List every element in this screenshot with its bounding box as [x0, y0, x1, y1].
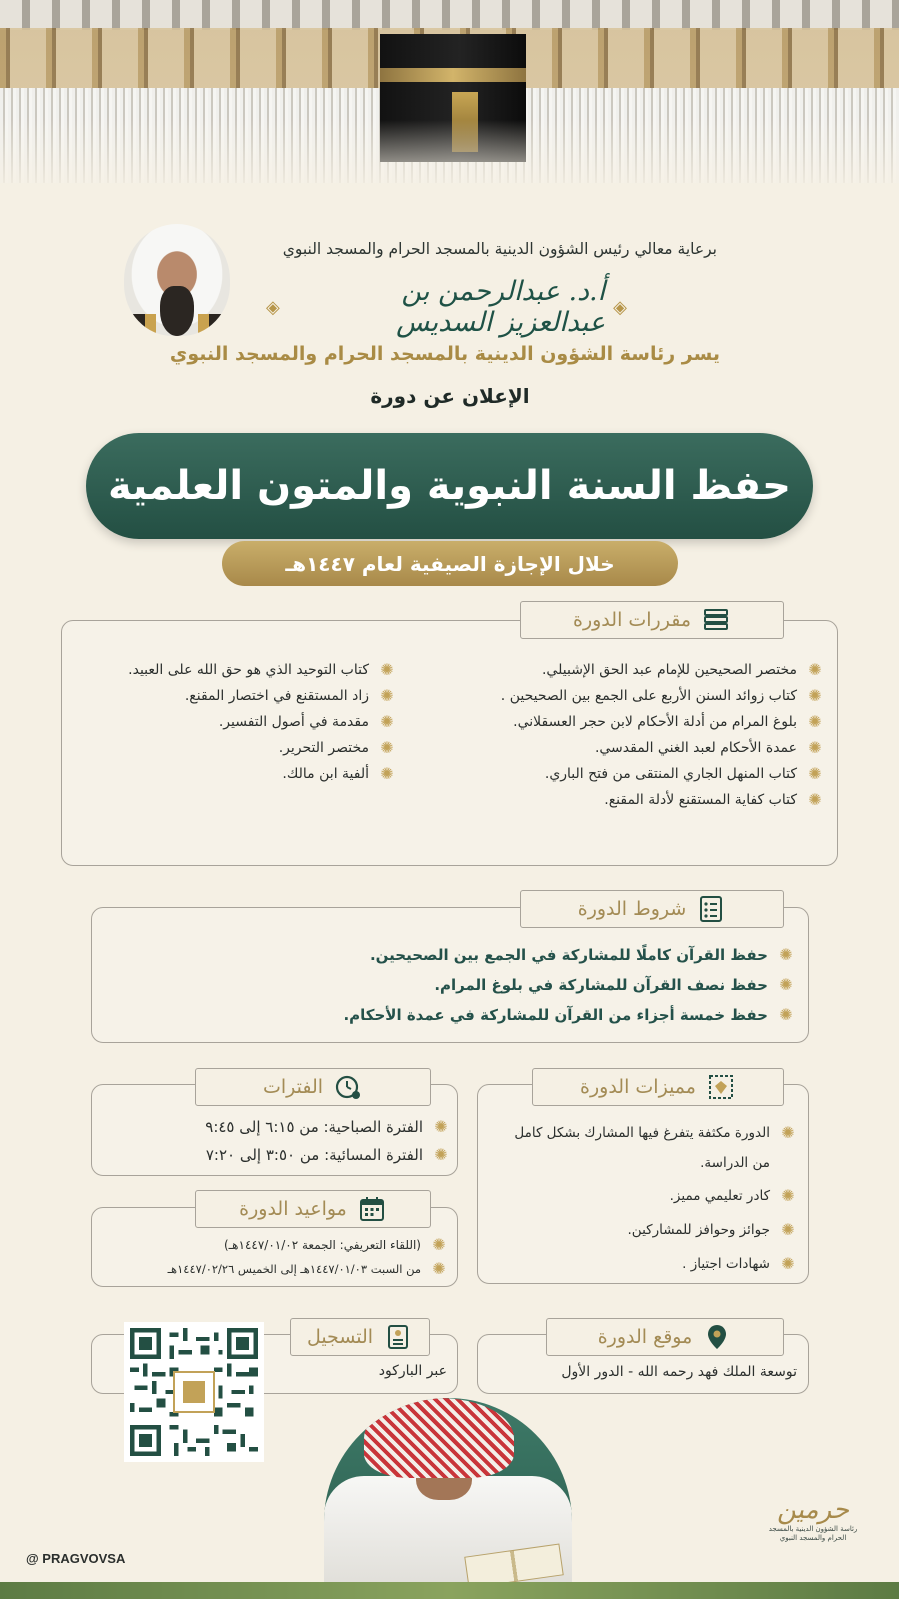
features-list: [496, 1118, 796, 1280]
bottom-decorative-strip: [0, 1582, 899, 1599]
social-handle: @ PRAGVOVSA: [26, 1551, 126, 1566]
periods-heading-tab: [195, 1068, 431, 1106]
flower-bullet-icon: ✺: [781, 1186, 795, 1205]
flower-bullet-icon: ✺: [779, 975, 793, 994]
registration-text: عبر الباركود: [378, 1363, 447, 1379]
conditions-list: [144, 946, 794, 1024]
conditions-heading: شروط الدورة: [577, 898, 687, 920]
flower-bullet-icon: ✺: [380, 764, 394, 783]
date-item: ✺ (اللقاء التعريفي: الجمعة ١٤٤٧/٠١/٠٢هـ): [223, 1235, 446, 1254]
books-icon: [701, 605, 731, 635]
dates-heading: مواعيد الدورة: [239, 1198, 347, 1220]
flower-bullet-icon: ✺: [779, 1005, 793, 1024]
periods-heading: الفترات: [262, 1076, 324, 1098]
list-item: ✺ عمدة الأحكام لعبد الغني المقدسي.: [594, 738, 822, 757]
flower-bullet-icon: ✺: [808, 686, 822, 705]
registration-heading: التسجيل: [306, 1326, 374, 1348]
diamond-gear-icon: [706, 1072, 736, 1102]
flower-bullet-icon: ✺: [781, 1254, 795, 1273]
list-item: ✺ مختصر الصحيحين للإمام عبد الحق الإشبيلي.: [541, 660, 822, 679]
list-item: ✺ زاد المستقنع في اختصار المقنع.: [184, 686, 394, 705]
conditions-heading-tab: [520, 890, 784, 928]
feature-item: ✺ الدورة مكثفة يتفرغ فيها المشارك بشكل كامل من الدراسة.: [514, 1123, 795, 1171]
flower-bullet-icon: ✺: [808, 790, 822, 809]
location-pin-icon: [702, 1322, 732, 1352]
period-item: ✺ الفترة المسائية: من ٣:٥٠ إلى ٧:٢٠: [205, 1145, 448, 1164]
flower-bullet-icon: ✺: [434, 1145, 448, 1164]
list-item: ✺ كتاب زوائد السنن الأربع على الجمع بين الصحيحين .: [500, 686, 822, 705]
list-item: ✺ كتاب المنهل الجاري المنتقى من فتح الباري.: [544, 764, 822, 783]
flower-bullet-icon: ✺: [808, 660, 822, 679]
flower-bullet-icon: ✺: [808, 738, 822, 757]
feature-item: ✺ شهادات اجتياز .: [682, 1254, 795, 1273]
list-item: ✺ ألفية ابن مالك.: [282, 764, 394, 783]
student-reading-photo: [324, 1398, 572, 1599]
location-heading: موقع الدورة: [597, 1326, 693, 1348]
curriculum-heading-tab: [520, 601, 784, 639]
form-icon: [383, 1322, 413, 1352]
flower-bullet-icon: ✺: [432, 1259, 446, 1278]
flower-bullet-icon: ✺: [808, 712, 822, 731]
list-item: ✺ بلوغ المرام من أدلة الأحكام لابن حجر العسقلاني.: [513, 712, 822, 731]
dates-heading-tab: [195, 1190, 431, 1228]
flower-bullet-icon: ✺: [380, 712, 394, 731]
patron-name-calligraphy: ◈ أ.د. عبدالرحمن بن عبدالعزيز السديس ◈: [258, 282, 636, 332]
features-heading: مميزات الدورة: [580, 1076, 696, 1098]
list-item: ✺ مختصر التحرير.: [278, 738, 394, 757]
curriculum-heading: مقررات الدورة: [573, 609, 691, 631]
announcement-heading: الإعلان عن دورة: [370, 384, 530, 408]
registration-heading-tab: [290, 1318, 430, 1356]
flower-bullet-icon: ✺: [380, 738, 394, 757]
mosque-upper-arcade: [0, 0, 899, 30]
feature-item: ✺ جوائز وحوافز للمشاركين.: [627, 1220, 795, 1239]
calendar-icon: [357, 1194, 387, 1224]
organization-line: يسر رئاسة الشؤون الدينية بالمسجد الحرام والمسجد النبوي: [169, 343, 721, 365]
registration-qr-code[interactable]: [124, 1322, 264, 1462]
curriculum-left-column: [75, 662, 395, 782]
flower-bullet-icon: ✺: [380, 686, 394, 705]
flower-bullet-icon: ✺: [434, 1117, 448, 1136]
flower-bullet-icon: ✺: [808, 764, 822, 783]
condition-item: ✺ حفظ القرآن كاملًا للمشاركة في الجمع بين الصحيحين.: [369, 945, 793, 964]
feature-item: ✺ كادر تعليمي مميز.: [669, 1186, 795, 1205]
curriculum-right-column: [423, 662, 823, 808]
checklist-icon: [696, 894, 726, 924]
condition-item: ✺ حفظ خمسة أجزاء من القرآن للمشاركة في عمدة الأحكام.: [343, 1005, 793, 1024]
list-item: ✺ مقدمة في أصول التفسير.: [218, 712, 394, 731]
flower-bullet-icon: ✺: [781, 1123, 795, 1142]
flower-bullet-icon: ✺: [432, 1235, 446, 1254]
condition-item: ✺ حفظ نصف القرآن للمشاركة في بلوغ المرام.: [434, 975, 793, 994]
location-heading-tab: [546, 1318, 784, 1356]
date-item: ✺ من السبت ١٤٤٧/٠١/٠٣هـ إلى الخميس ١٤٤٧/٠٢/٢٦هـ: [167, 1259, 446, 1278]
course-title: حفظ السنة النبوية والمتون العلمية: [86, 433, 813, 539]
hero-photo: [0, 0, 899, 200]
features-heading-tab: [532, 1068, 784, 1106]
location-text: توسعة الملك فهد رحمه الله - الدور الأول: [561, 1364, 797, 1380]
list-item: ✺ كتاب التوحيد الذي هو حق الله على العبيد.: [128, 660, 394, 679]
flower-bullet-icon: ✺: [779, 945, 793, 964]
period-item: ✺ الفترة الصباحية: من ٦:١٥ إلى ٩:٤٥: [205, 1117, 448, 1136]
periods-list: [119, 1118, 449, 1164]
flower-bullet-icon: ✺: [781, 1220, 795, 1239]
logo-mark: حرمين: [777, 1495, 849, 1525]
haramain-logo: [768, 1495, 858, 1565]
clock-icon: [333, 1072, 363, 1102]
flower-bullet-icon: ✺: [380, 660, 394, 679]
logo-caption: رئاسة الشؤون الدينية بالمسجد الحرام والمسجد النبوي: [768, 1525, 858, 1542]
dates-list: [97, 1237, 447, 1277]
list-item: ✺ كتاب كفاية المستقنع لأدلة المقنع.: [604, 790, 822, 809]
patron-line: برعاية معالي رئيس الشؤون الدينية بالمسجد الحرام والمسجد النبوي: [282, 240, 717, 258]
course-subtitle: خلال الإجازة الصيفية لعام ١٤٤٧هـ: [222, 541, 678, 586]
